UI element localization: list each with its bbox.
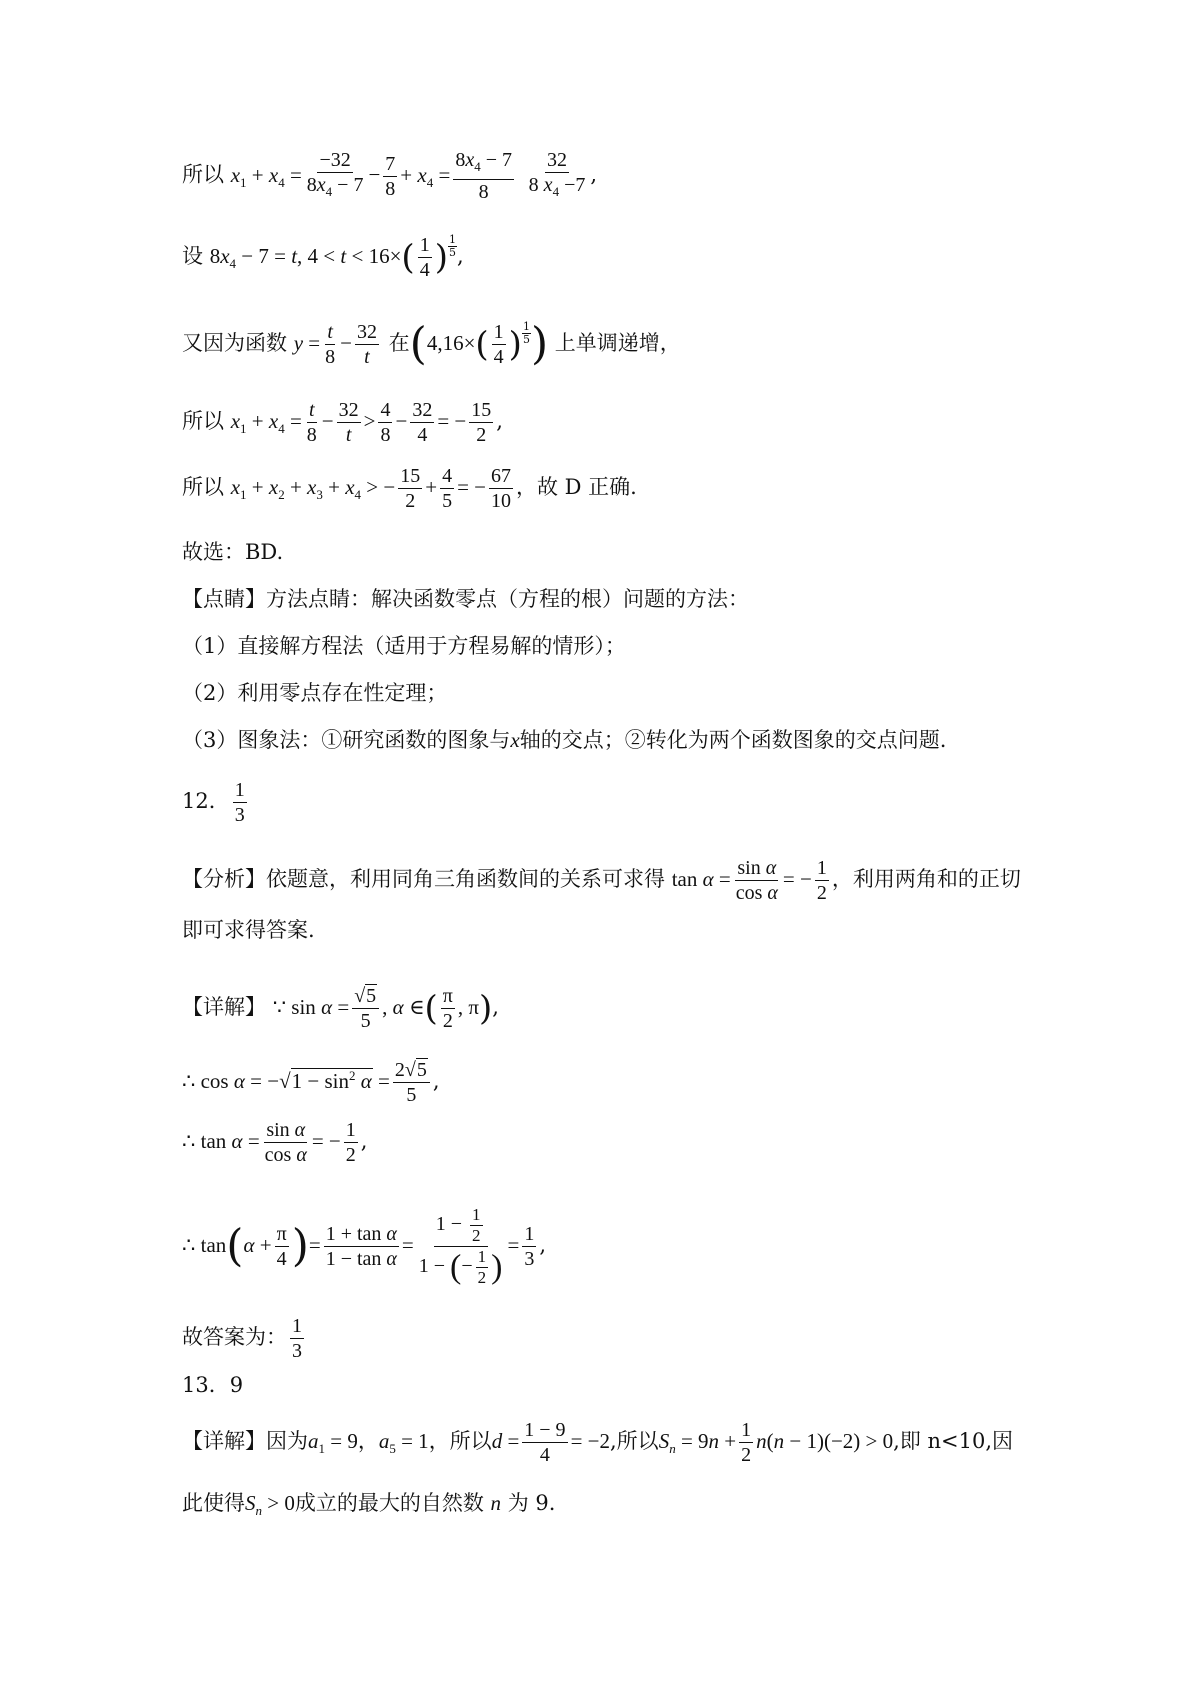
tip-heading: 【点睛】方法点睛：解决函数零点（方程的根）问题的方法：	[182, 587, 749, 611]
line-monotonic: 又因为函数 y = $\frac{t}{8}$ − $\frac{32}{t}$ 在(4,16×( $\frac{1}{4}$ ) $\frac{1}{5}$ ) 上单调递增，	[182, 318, 681, 370]
detail-tan-sum: ∴ tan(α + $\frac{\pi}{4}$ )= $\frac{\text{1 + tan α}}{\text{1 − tan α}}$ = 1 − $\frac{1}{2}$ 1 − (− $\frac{1}{2}$ ) = $\frac{1}{3}$ ,	[182, 1205, 547, 1287]
line-bound-x1-x4: 所以 $x_1 + x_4$ = $\frac{t}{8}$ − $\frac{32}{t}$ > $\frac{4}{8}$ − $\frac{32}{4}$ = − $\frac{15}{2}$ ,	[182, 399, 503, 446]
method-2: （2）利用零点存在性定理；	[182, 681, 448, 705]
final-answer-12: 故答案为： $\frac{1}{3}$	[182, 1315, 302, 1362]
line-total-sum: 所以 $x_1 + x_2 + x_3 + x_4$ > − $\frac{15}{2}$ + $\frac{4}{5}$ = − $\frac{67}{10}$ ，故 D 正确.	[182, 465, 637, 512]
line-sum-x1-x4: 所以 $x_1 + x_4$ = $\frac{-32}{8x_4 - 7}$ − $\frac{7}{8}$ + $x_4$ = $\frac{8x_4 - 7}{8}$ $\frac{32}{8 x_4 -7}$ ,	[182, 149, 598, 203]
detail-cos: ∴ $\cos \alpha = -√1 - \sin^2 \alpha$ = $\frac{2√5}{5}$ ,	[182, 1059, 440, 1106]
detail-tan: ∴ tan α = $\frac{\text{sin α}}{\text{cos α}}$ = − $\frac{1}{2}$ ,	[182, 1119, 368, 1166]
line-substitution: 设 $8x_4 - 7 = t$, 4 < t < 16×( $\frac{1}{4}$ ) $\frac{1}{5}$ ,	[182, 233, 464, 281]
method-3: （3）图象法：①研究函数的图象与x轴的交点；②转化为两个函数图象的交点问题.	[182, 728, 947, 752]
question-12-answer: 12． $\frac{1}{3}$	[182, 779, 245, 826]
q13-detail-line-1: 【详解】因为$a_1 = 9$，$a_5 = 1$，所以d = $\frac{1 - 9}{4}$ = −2,所以$S_n = 9n$ + $\frac{1}{2}$ n(n − 1)(−2) > 0,即 n<10,因	[182, 1419, 1014, 1466]
method-1: （1）直接解方程法（适用于方程易解的情形）；	[182, 634, 626, 658]
analysis-line-2: 即可求得答案.	[182, 918, 315, 942]
analysis-line-1: 【分析】依题意，利用同角三角函数间的关系可求得 tan α = $\frac{\text{sin α}}{\text{cos α}}$ = − $\frac{1}{2}$ ，利用两角和的正切	[182, 857, 1021, 904]
answer-choice: 故选：BD.	[182, 540, 284, 564]
question-13-answer: 13．9	[182, 1373, 244, 1397]
detail-sin: 【详解】 ∵ sin α = $\frac{√5}{5}$ , α ∈( $\frac{\pi}{2}$ , π),	[182, 985, 499, 1032]
q13-detail-line-2: 此使得$S_n > 0$成立的最大的自然数 n 为 9.	[182, 1491, 556, 1518]
